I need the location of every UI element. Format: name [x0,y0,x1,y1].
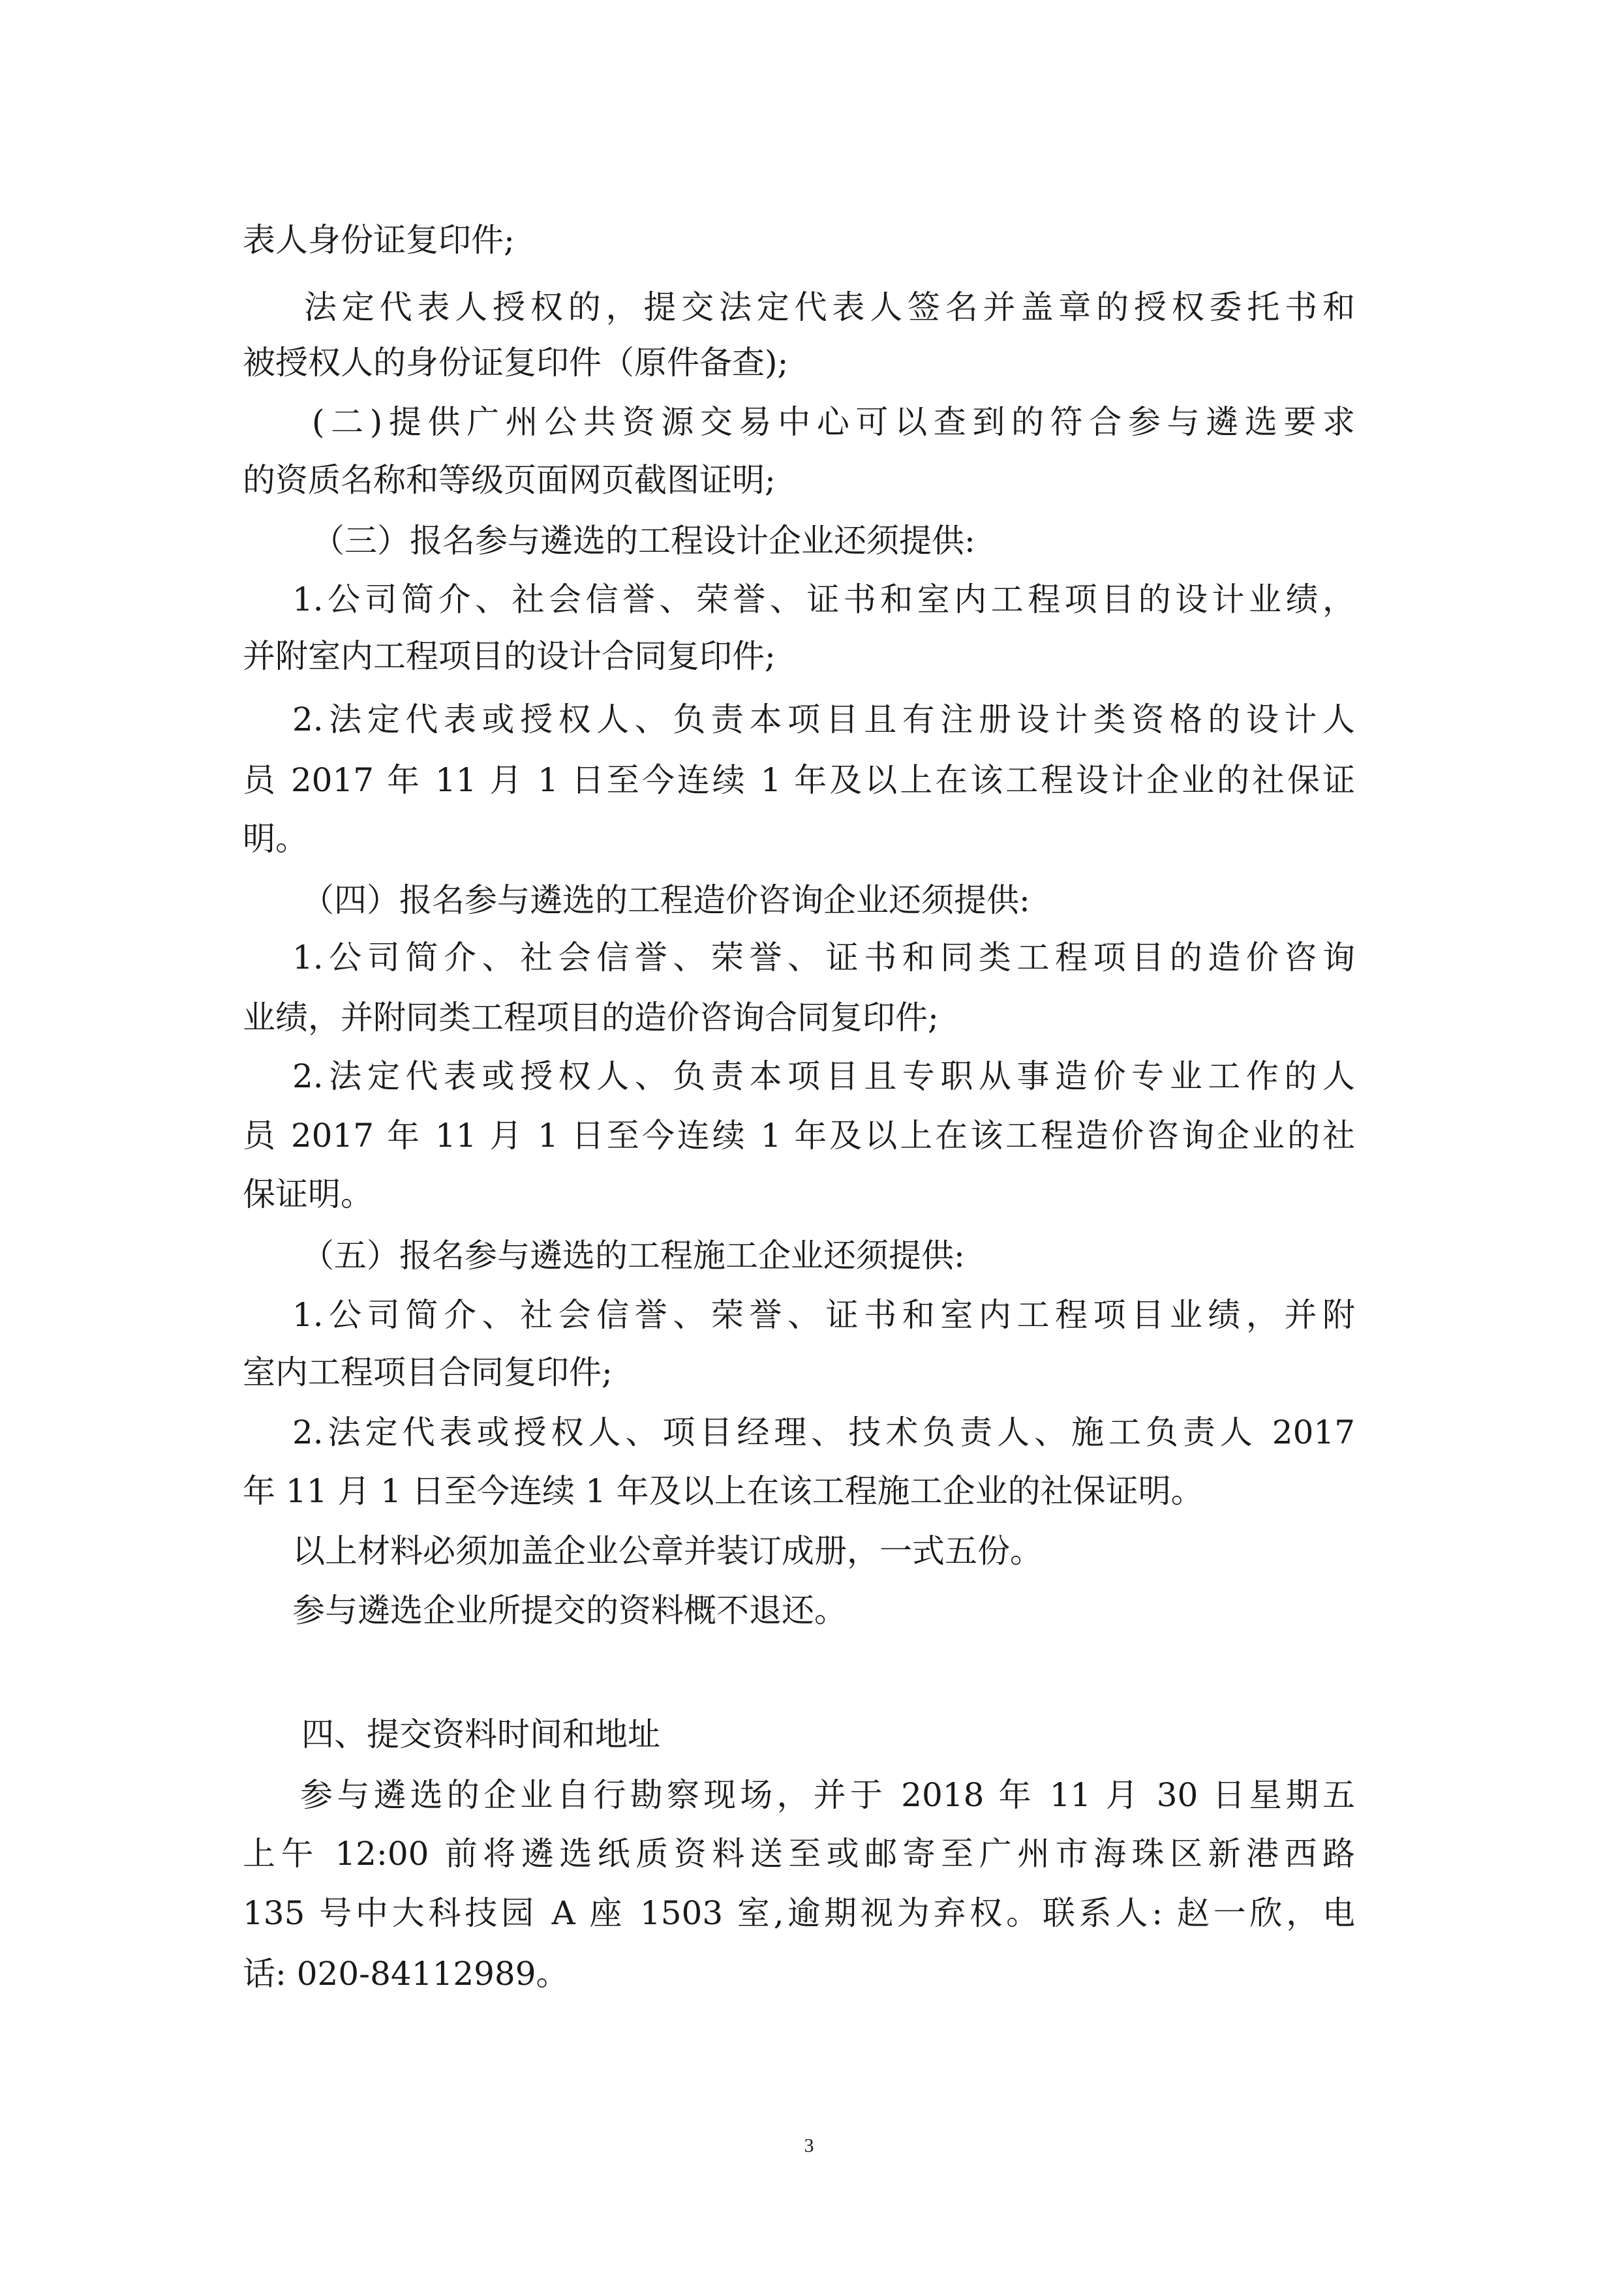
text-line: 表人身份证复印件; [243,221,515,259]
page-number: 3 [804,2135,814,2156]
text-line: 的资质名称和等级页面网页截图证明; [243,461,776,499]
text-line: 保证明。 [243,1175,373,1213]
text-line: （三）报名参与遴选的工程设计企业还须提供: [312,522,975,560]
text-line: 被授权人的身份证复印件（原件备查); [243,344,789,382]
text-line: 员 2017 年 11 月 1 日至今连续 1 年及以上在该工程设计企业的社保证 [243,761,1355,799]
text-line: (二)提供广州公共资源交易中心可以查到的符合参与遴选要求 [312,403,1355,441]
text-line: 参与遴选的企业自行勘察现场，并于 2018 年 11 月 30 日星期五 [300,1776,1355,1814]
text-line: 话: 020-84112989。 [243,1955,569,1993]
text-line: 并附室内工程项目的设计合同复印件; [243,637,776,675]
text-line: 1.公司简介、社会信誉、荣誉、证书和室内工程项目业绩，并附 [292,1296,1355,1334]
text-line: （四）报名参与遴选的工程造价咨询企业还须提供: [301,881,1030,919]
text-line: 年 11 月 1 日至今连续 1 年及以上在该工程施工企业的社保证明。 [243,1472,1204,1510]
text-line: 2.法定代表或授权人、项目经理、技术负责人、施工负责人 2017 [292,1413,1355,1451]
text-line: （五）报名参与遴选的工程施工企业还须提供: [301,1237,965,1275]
text-line: 1.公司简介、社会信誉、荣誉、证书和同类工程项目的造价咨询 [292,939,1355,976]
text-line: 2.法定代表或授权人、负责本项目且专职从事造价专业工作的人 [292,1057,1355,1095]
text-line: 明。 [243,820,308,858]
text-line: 参与遴选企业所提交的资料概不退还。 [292,1592,847,1629]
section-heading: 四、提交资料时间和地址 [301,1715,660,1753]
text-line: 员 2017 年 11 月 1 日至今连续 1 年及以上在该工程造价咨询企业的社 [243,1117,1355,1155]
text-line: 上午 12:00 前将遴选纸质资料送至或邮寄至广州市海珠区新港西路 [243,1835,1355,1873]
text-line: 业绩，并附同类工程项目的造价咨询合同复印件; [243,999,939,1036]
text-line: 1.公司简介、社会信誉、荣誉、证书和室内工程项目的设计业绩， [292,581,1355,618]
text-line: 以上材料必须加盖企业公章并装订成册，一式五份。 [292,1532,1043,1570]
text-line: 室内工程项目合同复印件; [243,1353,613,1391]
text-line: 法定代表人授权的，提交法定代表人签名并盖章的授权委托书和 [304,288,1355,326]
text-line: 2.法定代表或授权人、负责本项目且有注册设计类资格的设计人 [292,701,1355,738]
text-line: 135 号中大科技园 A 座 1503 室,逾期视为弃权。联系人: 赵一欣，电 [243,1894,1355,1932]
